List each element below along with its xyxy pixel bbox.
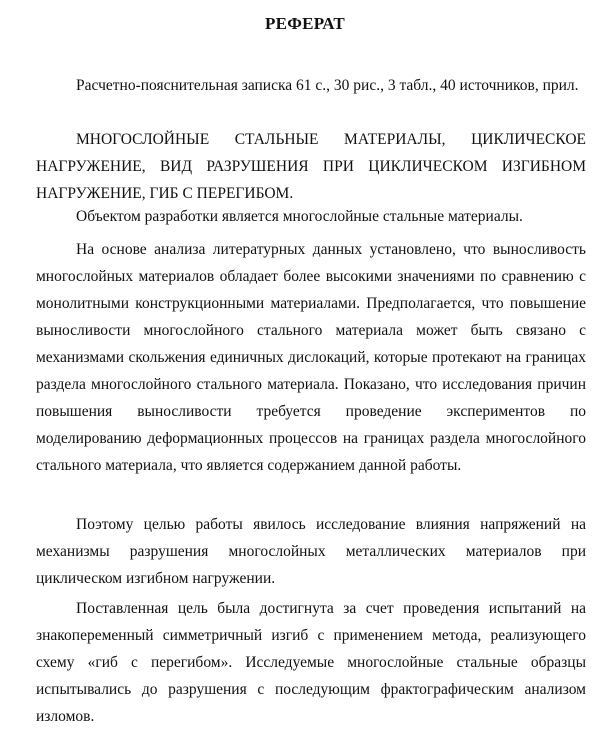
paragraph-method: Поставленная цель была достигнута за счет проведения испытаний на знакопеременный симметричный изгиб с применением метода, реализующего схему «гиб с перегибом». Исследуемые многослойные стальные образцы испытывались до разрушения с последующим фрактографическим анализом изломов.: [36, 600, 586, 725]
paragraph-goal: Поэтому целью работы явилось исследование влияния напряжений на механизмы разрушения многослойных металлических материалов при циклическом изгибном нагружении.: [36, 516, 586, 587]
paragraph-report-summary: Расчетно-пояснительная записка 61 с., 30 рис., 3 табл., 40 источников, прил.: [76, 77, 579, 94]
paragraph-keywords: МНОГОСЛОЙНЫЕ СТАЛЬНЫЕ МАТЕРИАЛЫ, ЦИКЛИЧЕСКОЕ НАГРУЖЕНИЕ, ВИД РАЗРУШЕНИЯ ПРИ ЦИКЛИЧЕСКОМ ИЗГИБНОМ НАГРУЖЕНИЕ, ГИБ С ПЕРЕГИБОМ.: [36, 131, 586, 202]
paragraph-analysis: На основе анализа литературных данных установлено, что выносливость многослойных материалов обладает более высокими значениями по сравнению с монолитными конструкционными материалами. Предполагается, что повышение выносливости многослойного стального материала может быть связано с механизмами скольжения единичных дислокаций, которые протекают на границах раздела многослойного стального материала. Показано, что исследования причин повышения выносливости требуется проведение экспериментов по моделированию деформационных процессов на границах раздела многослойного стального материала, что является содержанием данной работы.: [36, 241, 586, 474]
document-title: РЕФЕРАТ: [264, 14, 346, 33]
paragraph-object: Объектом разработки является многослойные стальные материалы.: [76, 208, 523, 225]
